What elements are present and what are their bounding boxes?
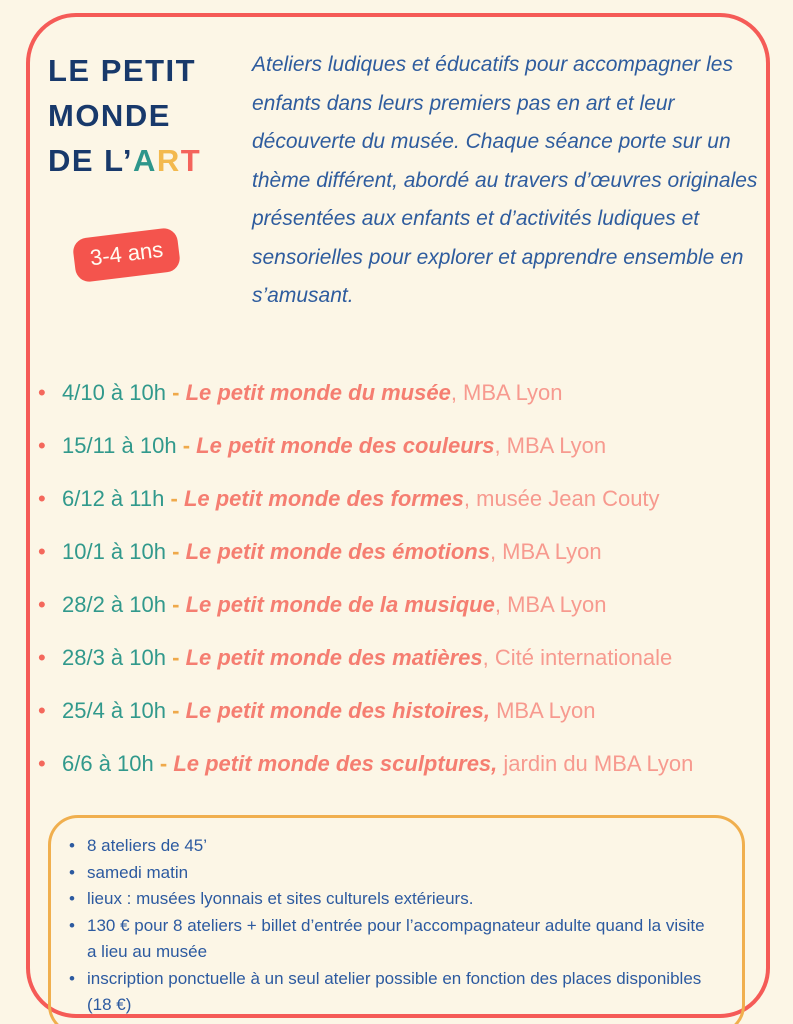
workshop-item	[38, 699, 693, 722]
workshop-title: Le petit monde des formes	[183, 486, 464, 511]
workshop-separator: -	[172, 698, 180, 723]
workshop-title: Le petit monde des sculptures,	[173, 751, 498, 776]
title-line-2: MONDE	[48, 98, 171, 133]
workshop-location: , MBA Lyon	[450, 380, 563, 405]
workshop-separator: -	[172, 539, 180, 564]
title-line-3	[48, 138, 201, 183]
workshop-location: , MBA Lyon	[494, 592, 607, 617]
age-badge: 3-4 ans	[72, 227, 182, 284]
workshop-location: MBA Lyon	[489, 698, 596, 723]
workshop-item	[38, 540, 693, 563]
workshop-date: 6/6 à 10h	[62, 751, 154, 776]
info-item: • 130 € pour 8 ateliers + billet d’entrée pour l’accompagnateur adulte quand la visite a lieu au musée	[67, 913, 716, 966]
workshop-title: Le petit monde des matières	[185, 645, 483, 670]
workshop-date: 25/4 à 10h	[62, 698, 166, 723]
workshop-title: Le petit monde des couleurs	[196, 433, 495, 458]
title-letter: R	[156, 143, 181, 178]
intro-paragraph: Ateliers ludiques et éducatifs pour accompagner les enfants dans leurs premiers pas en art et leur découverte du musée. Chaque séance porte sur un thème différent, abordé au travers d’œuvres originales présentées aux enfants et d’activités ludiques et sensorielles pour explorer et apprendre ensemble en s’amusant.	[252, 53, 758, 307]
workshop-date: 4/10 à 10h	[62, 380, 166, 405]
workshop-separator: -	[172, 645, 180, 670]
info-item: • inscription ponctuelle à un seul atelier possible en fonction des places disponibles (18 €)	[67, 966, 716, 1019]
workshop-location: , MBA Lyon	[494, 433, 607, 458]
workshop-title: Le petit monde des histoires,	[185, 698, 490, 723]
info-box	[48, 815, 745, 1024]
workshop-separator: -	[170, 486, 178, 511]
workshop-location: jardin du MBA Lyon	[497, 751, 694, 776]
workshop-date: 15/11 à 10h	[62, 433, 177, 458]
workshop-separator: -	[172, 592, 180, 617]
workshop-item	[38, 487, 693, 510]
workshop-date: 28/3 à 10h	[62, 645, 166, 670]
workshop-location: , Cité internationale	[482, 645, 673, 670]
workshop-list	[38, 381, 693, 805]
info-item: • 8 ateliers de 45’	[67, 833, 716, 860]
title-letter: A	[133, 143, 157, 178]
workshop-date: 28/2 à 10h	[62, 592, 166, 617]
workshop-title: Le petit monde de la musique	[185, 592, 495, 617]
workshop-separator: -	[159, 751, 168, 776]
workshop-item	[38, 752, 693, 775]
workshop-separator: -	[172, 380, 180, 405]
info-item: • lieux : musées lyonnais et sites culturels extérieurs.	[67, 886, 716, 913]
page-title	[48, 48, 201, 183]
title-line-3-prefix: DE L’	[48, 143, 134, 178]
workshop-separator: -	[182, 433, 191, 458]
workshop-item	[38, 593, 693, 616]
info-list	[67, 833, 716, 1019]
workshop-item	[38, 434, 693, 457]
workshop-title: Le petit monde des émotions	[185, 539, 490, 564]
workshop-date: 6/12 à 11h	[62, 486, 165, 511]
workshop-date: 10/1 à 10h	[62, 539, 166, 564]
workshop-title: Le petit monde du musée	[185, 380, 451, 405]
info-item: • samedi matin	[67, 860, 716, 887]
workshop-location: , MBA Lyon	[489, 539, 602, 564]
title-art-letters	[133, 143, 201, 178]
workshop-item	[38, 646, 693, 669]
workshop-item	[38, 381, 693, 404]
title-letter: T	[180, 143, 202, 178]
workshop-location: , musée Jean Couty	[463, 486, 660, 511]
title-line-1: LE PETIT	[48, 53, 197, 88]
